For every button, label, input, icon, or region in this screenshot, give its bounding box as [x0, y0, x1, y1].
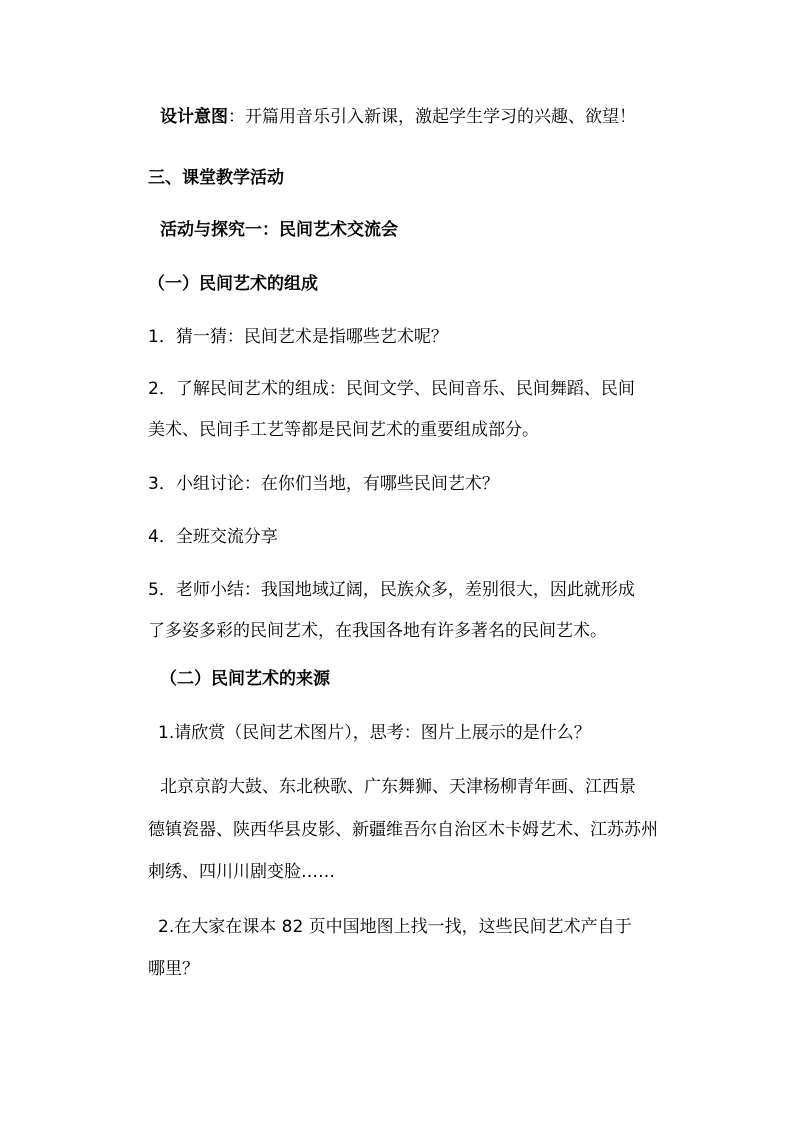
part1-item-4: 4．全班交流分享 — [148, 527, 278, 547]
part2-examples-line-3: 刺绣、四川川剧变脸…… — [148, 862, 335, 882]
part2-item-2-line-1: 2.在大家在课本 82 页中国地图上找一找，这些民间艺术产自于 — [158, 917, 632, 937]
part1-item-2-line-1: 2．了解民间艺术的组成：民间文学、民间音乐、民间舞蹈、民间 — [148, 379, 635, 399]
part2-item-1: 1.请欣赏（民间艺术图片），思考：图片上展示的是什么？ — [158, 723, 591, 743]
part1-item-5-line-2: 了多姿多彩的民间艺术，在我国各地有许多著名的民间艺术。 — [148, 621, 607, 641]
part1-item-2-line-2: 美术、民间手工艺等都是民间艺术的重要组成部分。 — [148, 420, 539, 440]
part2-examples-line-2: 德镇瓷器、陕西华县皮影、新疆维吾尔自治区木卡姆艺术、江苏苏州 — [148, 820, 658, 840]
part1-item-1: 1．猜一猜：民间艺术是指哪些艺术呢？ — [148, 327, 448, 347]
activity-heading: 活动与探究一：民间艺术交流会 — [160, 220, 398, 240]
part1-heading: （一）民间艺术的组成 — [148, 274, 318, 294]
part2-examples-line-1: 北京京韵大鼓、东北秧歌、广东舞狮、天津杨柳青年画、江西景 — [160, 777, 636, 797]
part2-heading: （二）民间艺术的来源 — [160, 669, 330, 689]
section-heading: 三、课堂教学活动 — [148, 168, 284, 188]
part1-item-5-line-1: 5．老师小结：我国地域辽阔，民族众多，差别很大，因此就形成 — [148, 580, 635, 600]
part1-item-3: 3．小组讨论：在你们当地，有哪些民间艺术？ — [148, 474, 499, 494]
part2-item-2-line-2: 哪里？ — [148, 959, 199, 979]
design-intent-label: 设计意图 — [160, 107, 228, 127]
design-intent-text: ：开篇用音乐引入新课，激起学生学习的兴趣、欲望！ — [228, 107, 636, 127]
design-intent-paragraph — [160, 105, 636, 129]
